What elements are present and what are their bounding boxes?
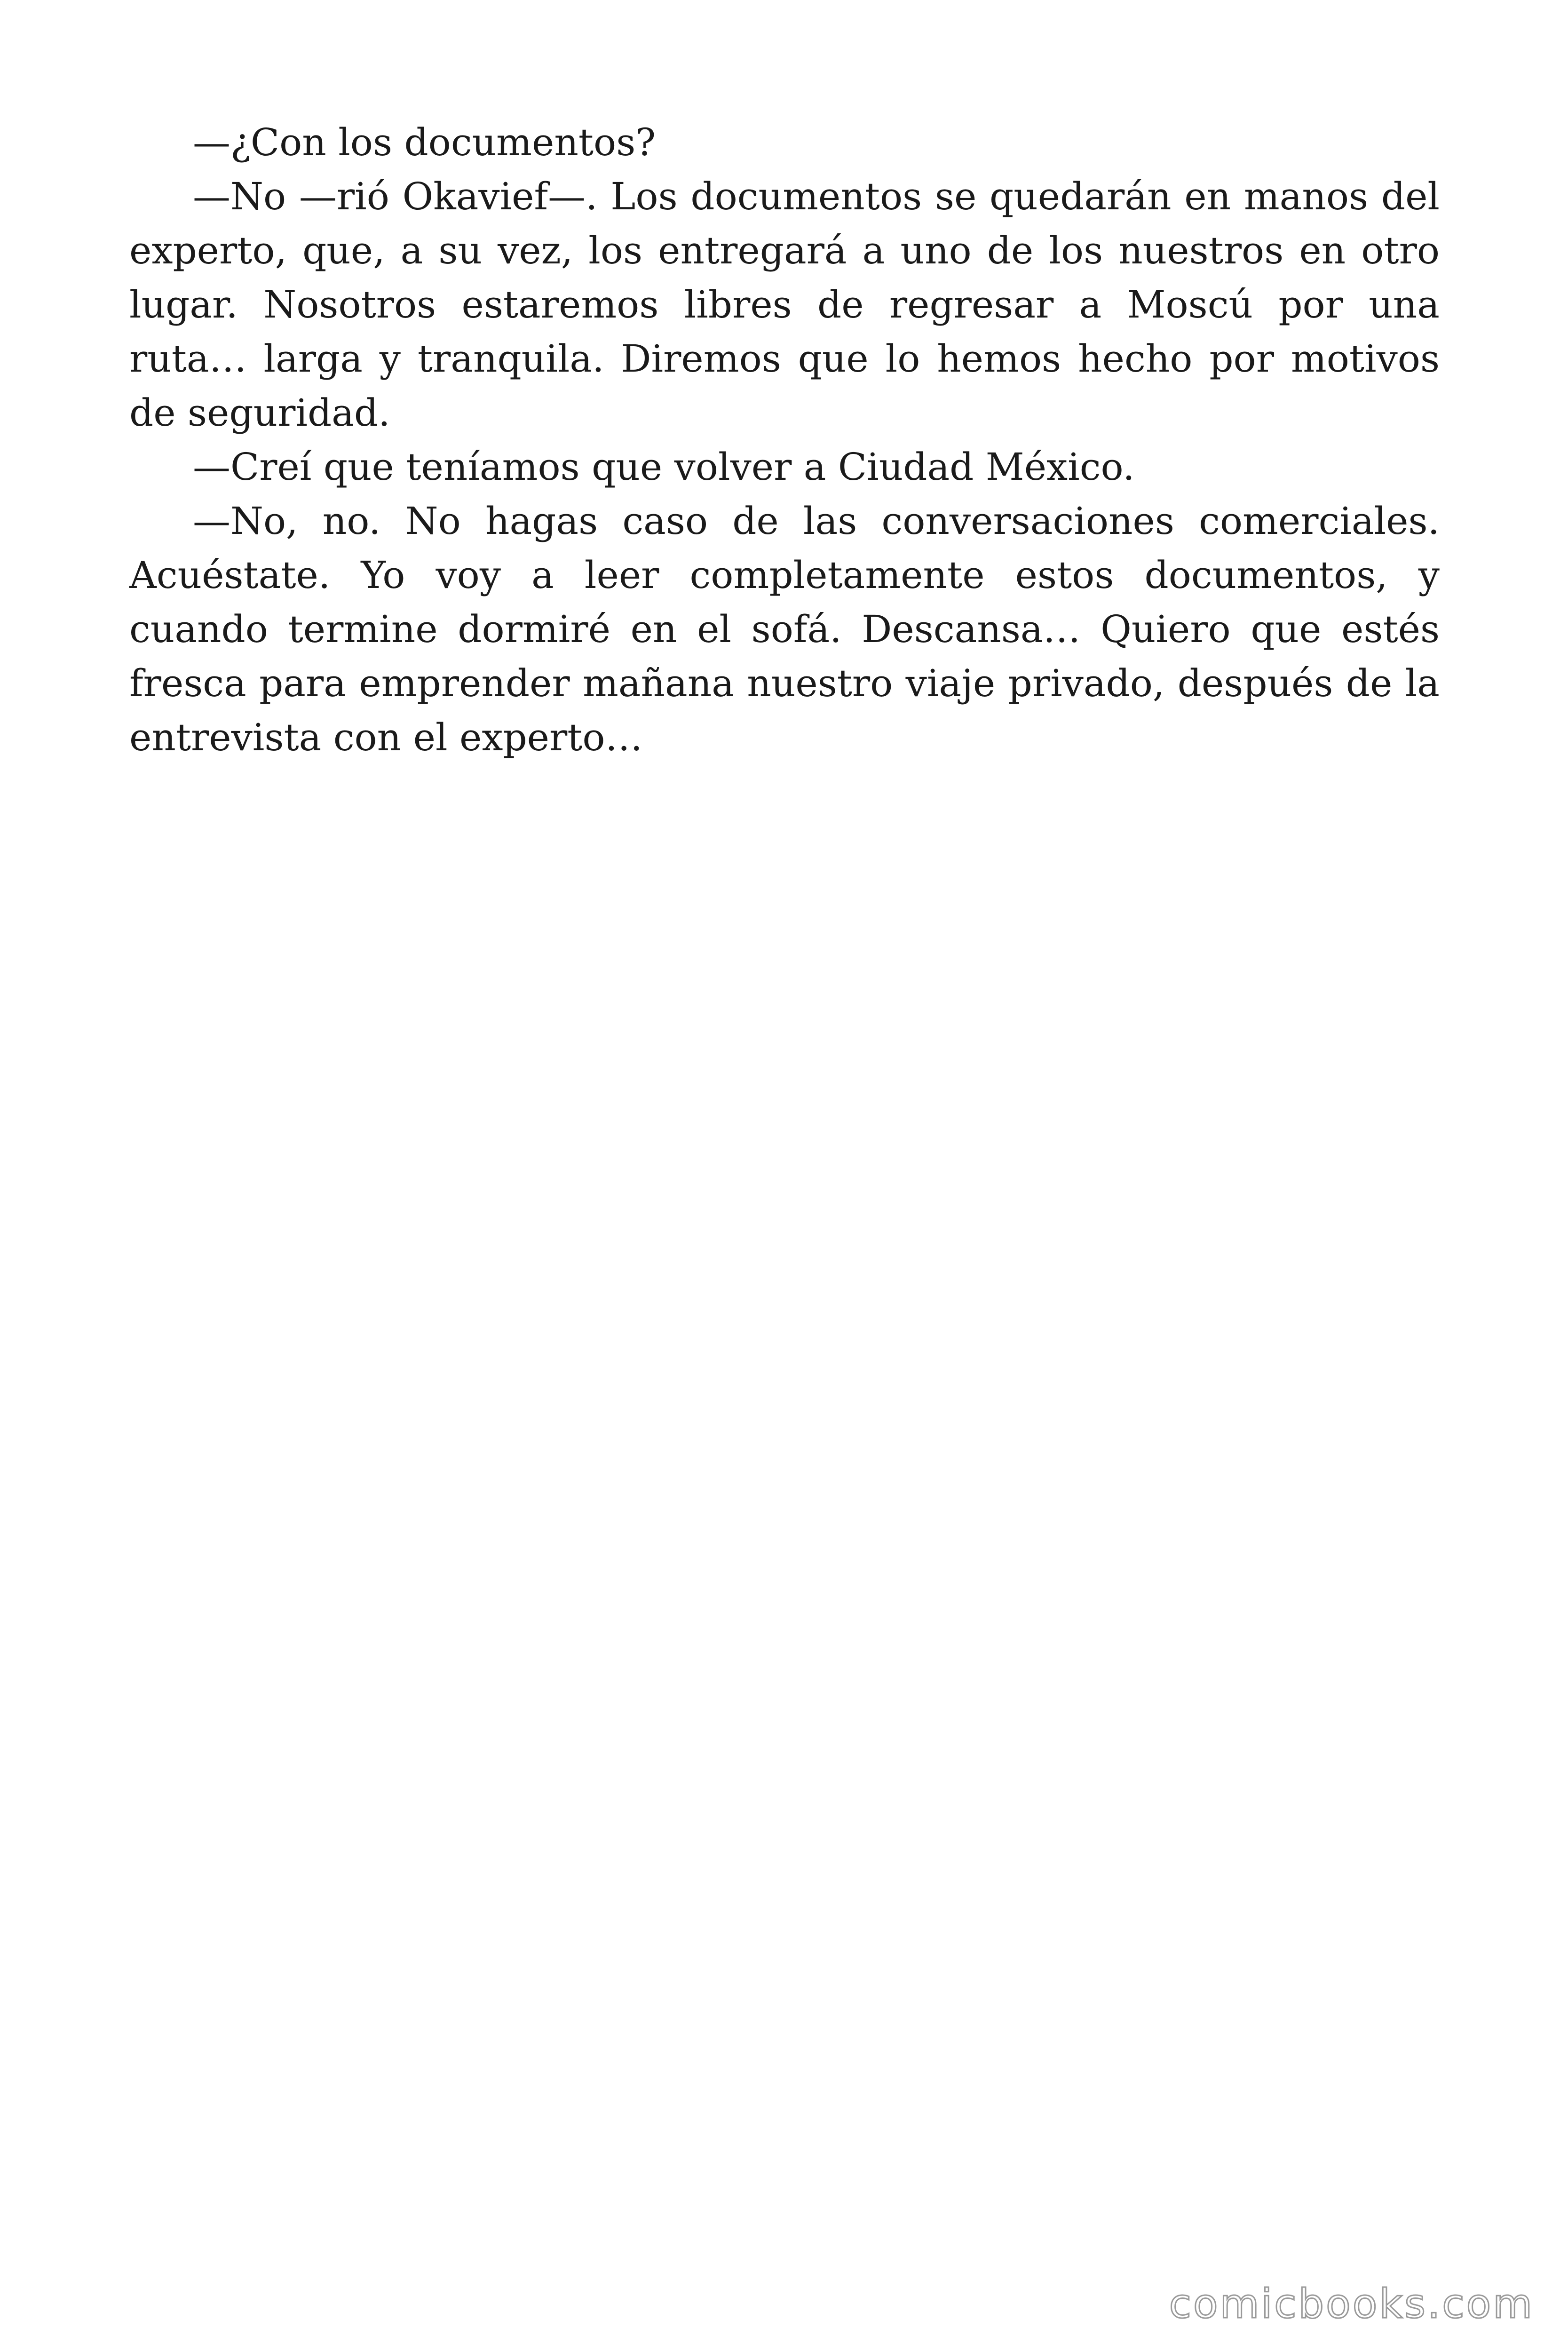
paragraph: —No —rió Okavief—. Los documentos se quedarán en manos del experto, que, a su vez, los entregará a uno de los nuestros en otro lugar. Nosotros estaremos libres de regresar a Moscú por una ruta… larga y tranquila. Diremos que lo hemos hecho por motivos de seguridad. — [129, 175, 1440, 435]
paragraph: —Creí que teníamos que volver a Ciudad México. — [193, 445, 1135, 489]
body-text — [129, 115, 1440, 764]
paragraph: —¿Con los documentos? — [193, 120, 656, 164]
paragraph: —No, no. No hagas caso de las conversaciones comerciales. Acuéstate. Yo voy a leer completamente estos documentos, y cuando termine dormiré en el sofá. Descansa… Quiero que estés fresca para emprender mañana nuestro viaje privado, después de la entrevista con el experto… — [129, 499, 1440, 759]
watermark: comicbooks.com — [1169, 2280, 1534, 2328]
